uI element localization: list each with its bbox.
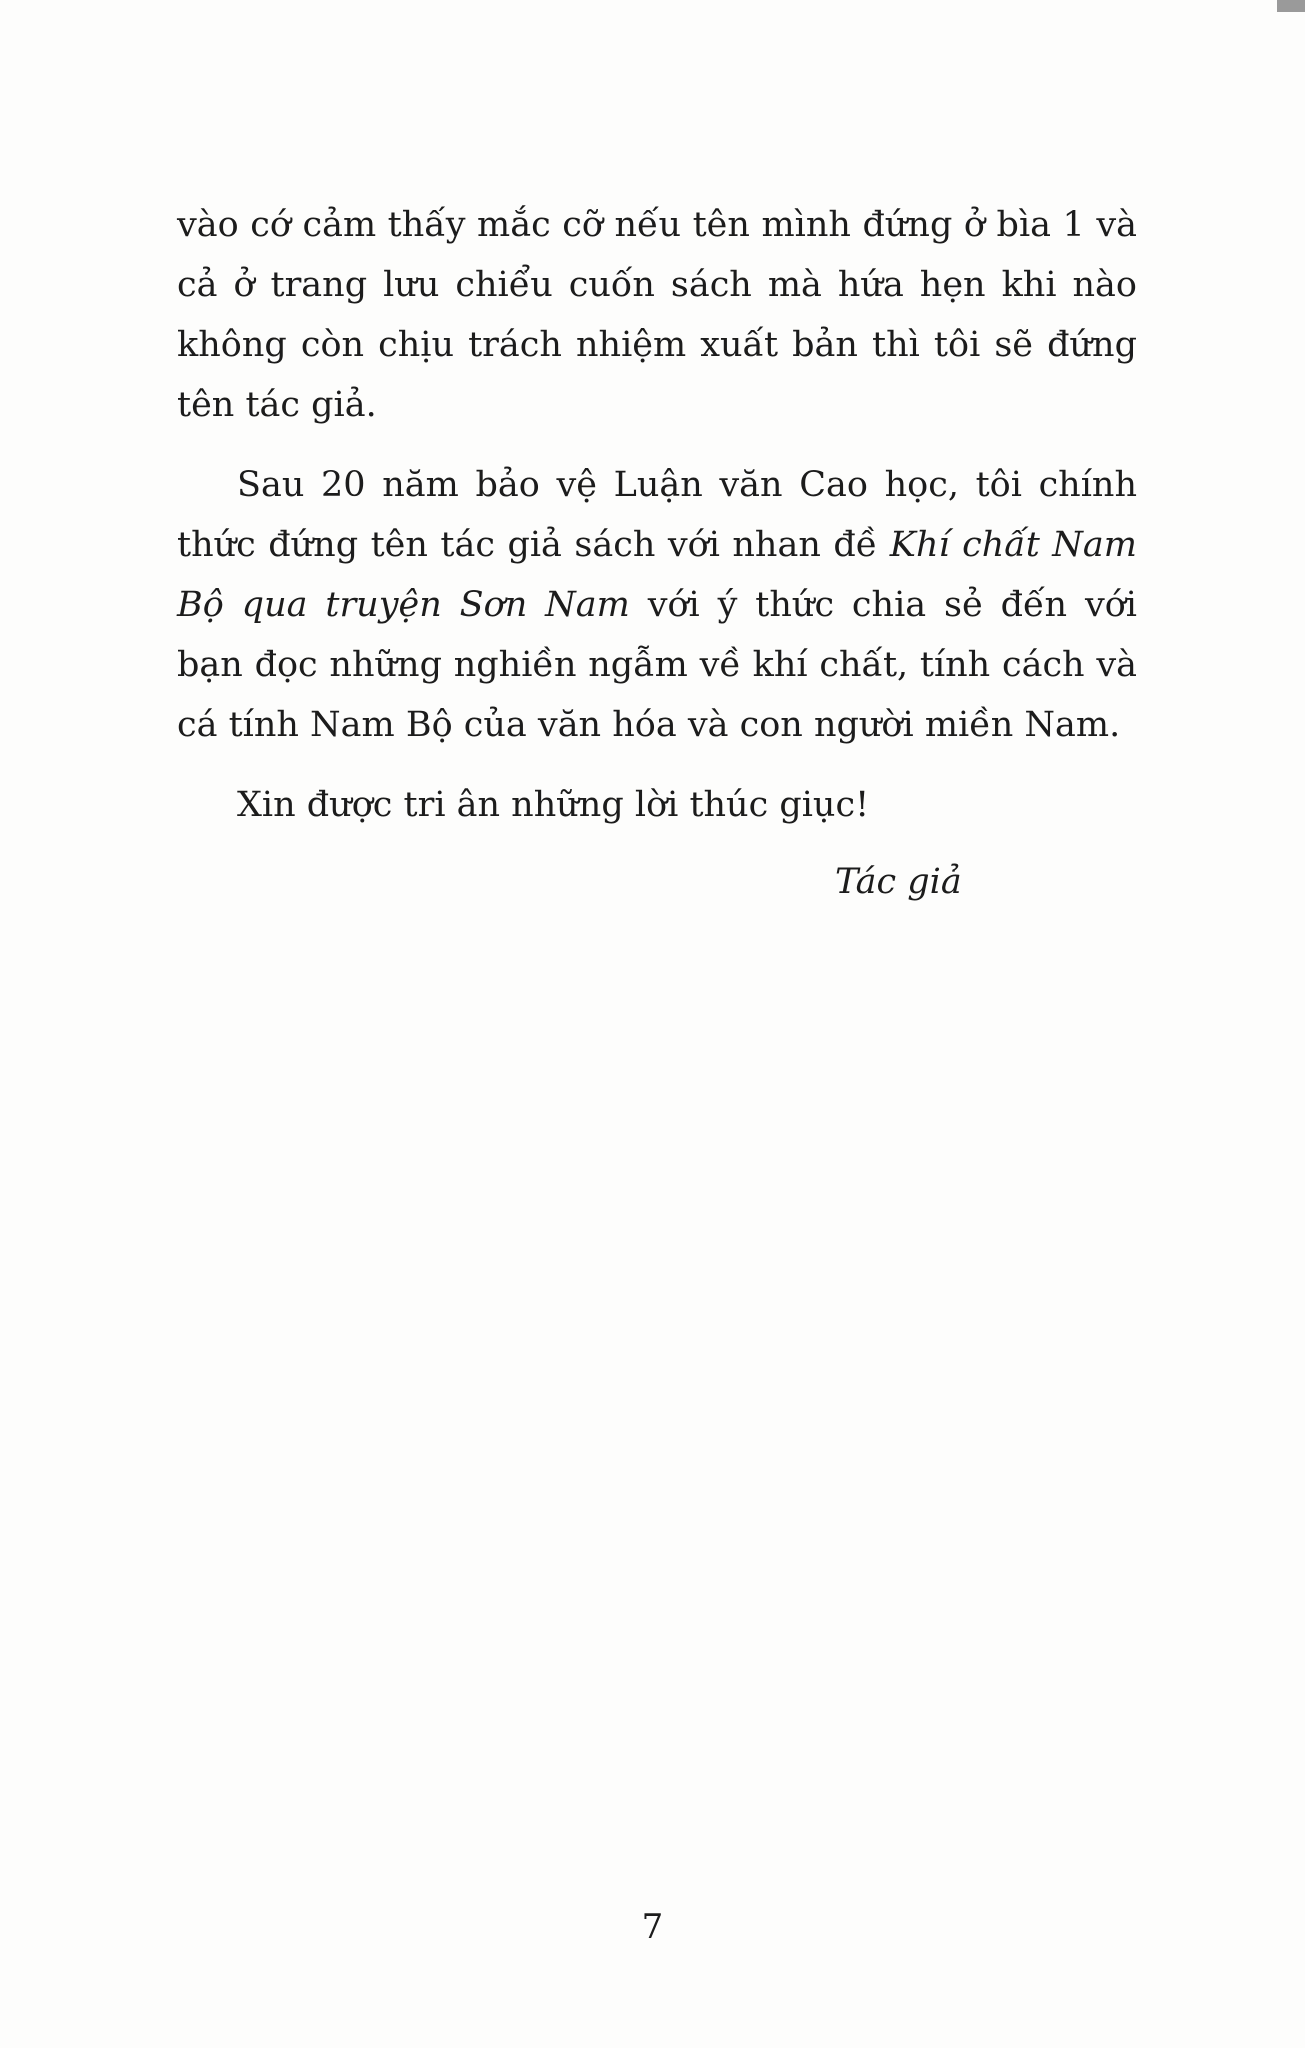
paragraph-title-note [177,455,1137,755]
author-signature: Tác giả [835,862,962,902]
paragraph-text-before: Sau 20 năm bảo vệ Luận văn Cao học, tôi chính thức đứng tên tác giả sách với nhan đề [177,465,1137,565]
book-title: Khí chất Nam Bộ qua truyện Sơn Nam [177,525,1137,625]
page-number: 7 [641,1907,664,1947]
paragraph-continuation: vào cớ cảm thấy mắc cỡ nếu tên mình đứng ở bìa 1 và cả ở trang lưu chiểu cuốn sách mà hứa hẹn khi nào không còn chịu trách nhiệm xuất bản thì tôi sẽ đứng tên tác giả. [177,205,1137,425]
paragraph-thanks: Xin được tri ân những lời thúc giục! [237,785,870,825]
body-text [177,195,1137,855]
scan-edge-mark [1277,0,1305,12]
paragraph-text-after: với ý thức chia sẻ đến với bạn đọc những nghiền ngẫm về khí chất, tính cách và cá tính Nam Bộ của văn hóa và con người miền Nam. [177,585,1137,745]
